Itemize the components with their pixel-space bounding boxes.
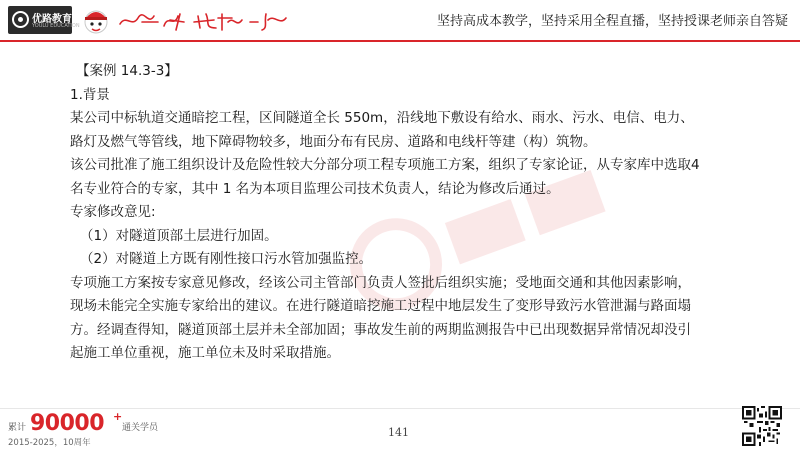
youlu-logo-icon — [12, 11, 29, 28]
section-heading: 1.背景 — [70, 86, 110, 103]
logo-name: 优路教育 — [32, 14, 72, 25]
logo-subtitle: YOULU EDUCATION — [32, 23, 80, 29]
opinion-item: （2）对隧道上方既有刚性接口污水管加强监控。 — [80, 251, 373, 267]
student-count-plus: + — [113, 410, 123, 423]
header-tagline: 坚持高成本教学，坚持采用全程直播，坚持授课老师亲自答疑 — [436, 14, 788, 29]
qr-code-icon[interactable] — [742, 406, 782, 446]
page-number: 141 — [388, 426, 409, 439]
handwritten-slogan — [118, 10, 288, 32]
header-bar — [0, 0, 800, 40]
case-title: 【案例 14.3-3】 — [76, 63, 178, 79]
opinion-heading: 专家修改意见: — [70, 204, 156, 220]
footer-stats — [6, 408, 186, 448]
mascot-icon — [80, 4, 112, 36]
brand-logo[interactable] — [8, 6, 80, 34]
opinion-item: （1）对隧道顶部土层进行加固。 — [80, 227, 278, 244]
case-content — [70, 60, 700, 366]
stat-leading-label: 累计 — [8, 423, 27, 433]
paragraph-background: 某公司中标轨道交通暗挖工程，区间隧道全长 550m，沿线地下敷设有给水、雨水、污水、电信、电力、路灯及燃气等管线，地下障碍物较多，地面分布有民房、道路和电线杆等建（构）筑物。 — [70, 110, 694, 150]
stat-trailing-label: 通关学员 — [122, 423, 159, 433]
paragraph-incident: 专项施工方案按专家意见修改，经该公司主管部门负责人签批后组织实施；受地面交通和其他因素影响，现场未能完全实施专家给出的建议。在进行隧道暗挖施工过程中地层发生了变形导致污水管泄漏与路面塌方。经调查得知，隧道顶部土层并未全部加固；事故发生前的两期监测报告中已出现数据异常情况却没引起施工单位重视，施工单位未及时采取措施。 — [70, 274, 691, 361]
student-count: 90000 — [30, 411, 105, 436]
paragraph-approval: 该公司批准了施工组织设计及危险性较大分部分项工程专项施工方案，组织了专家论证，从专家库中选取4 名专业符合的专家，其中 1 名为本项目监理公司技术负责人，结论为修改后通过。 — [70, 157, 700, 197]
header-divider — [0, 40, 800, 42]
anniversary-label: 2015-2025，10周年 — [8, 438, 91, 448]
